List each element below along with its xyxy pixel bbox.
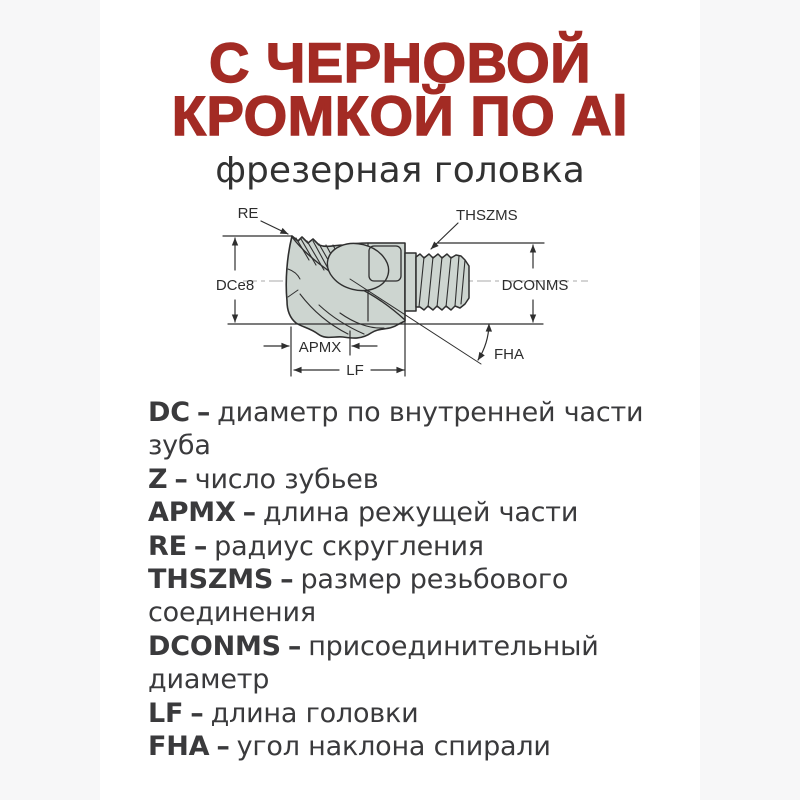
definition-item	[148, 697, 664, 730]
helix-angle-arc	[478, 324, 489, 360]
definition-desc: радиус скругления	[214, 530, 484, 562]
content-card	[100, 0, 700, 800]
definition-abbr: DC	[148, 397, 190, 428]
definitions-list	[148, 396, 664, 763]
collar	[405, 253, 416, 311]
definition-item	[148, 496, 664, 529]
thszms-label: THSZMS	[456, 207, 518, 224]
definition-item	[148, 630, 664, 697]
definition-dash: –	[174, 463, 188, 495]
definition-dash: –	[190, 697, 204, 729]
definition-desc: длина головки	[210, 697, 419, 729]
apmx-label: APMX	[298, 339, 342, 356]
definition-dash: –	[280, 564, 294, 596]
definition-abbr: RE	[148, 530, 187, 562]
definition-dash: –	[196, 397, 211, 428]
definition-desc: диаметр по внутренней части зуба	[148, 397, 644, 462]
definition-desc: число зубьев	[194, 463, 379, 495]
lf-label: LF	[346, 362, 364, 379]
tool-diagram	[188, 193, 628, 393]
definition-dash: –	[216, 731, 230, 763]
header	[100, 0, 700, 191]
page-title-line1: С ЧЕРНОВОЙ	[209, 31, 591, 94]
definition-desc: угол наклона спирали	[236, 731, 551, 763]
re-label: RE	[237, 205, 259, 222]
definition-abbr: Z	[148, 463, 168, 495]
diagram-container	[100, 193, 700, 393]
page-title-line2: КРОМКОЙ ПО Al	[171, 84, 629, 147]
definition-abbr: DCONMS	[148, 630, 281, 662]
page-subtitle: фрезерная головка	[215, 150, 585, 191]
definition-dash: –	[193, 530, 208, 562]
definition-abbr: APMX	[148, 497, 236, 529]
definition-desc: размер резьбового соединения	[148, 564, 569, 629]
definition-item	[148, 730, 664, 763]
tool-drawing	[286, 236, 469, 338]
definition-abbr: FHA	[148, 731, 210, 763]
fha-label: FHA	[494, 346, 524, 363]
definition-abbr: LF	[148, 697, 184, 729]
definition-item	[148, 463, 664, 496]
definition-abbr: THSZMS	[148, 564, 274, 596]
definition-dash: –	[242, 497, 256, 529]
dconms-label: DCONMS	[501, 277, 569, 294]
definition-desc: присоединительный диаметр	[148, 630, 599, 696]
definition-item	[148, 563, 664, 630]
dce8-label: DCe8	[215, 277, 255, 294]
definition-desc: длина режущей части	[262, 497, 579, 529]
definition-item	[148, 396, 664, 463]
definition-item	[148, 530, 664, 563]
definition-dash: –	[287, 630, 302, 662]
